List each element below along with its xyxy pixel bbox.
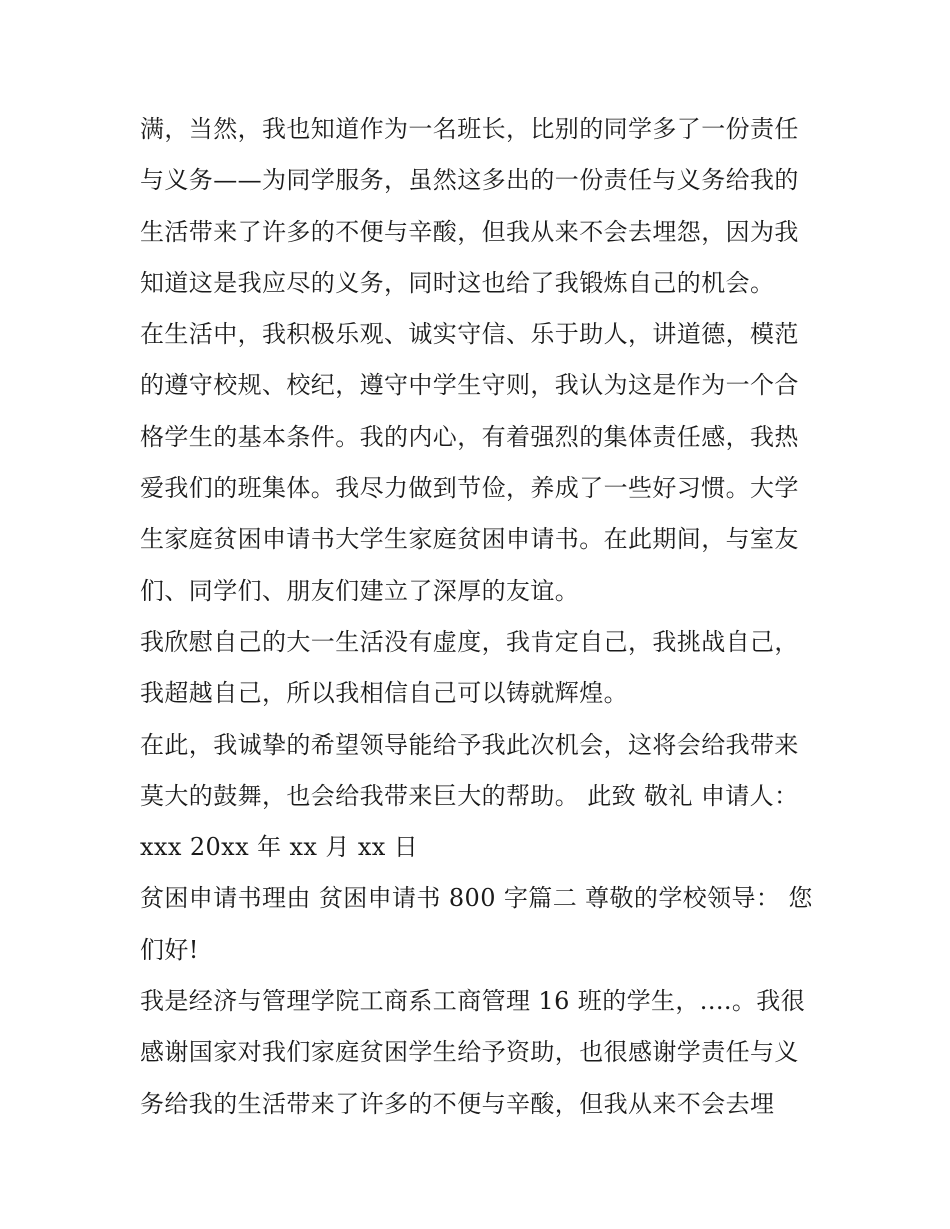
text-line: 与义务——为同学服务，虽然这多出的一份责任与义务给我的	[140, 166, 799, 195]
text-line: 的遵守校规、校纪，遵守中学生守则，我认为这是作为一个合	[140, 371, 799, 400]
text-line: 在此，我诚挚的希望领导能给予我此次机会，这将会给我带来	[140, 730, 799, 759]
text-line: 格学生的基本条件。我的内心，有着强烈的集体责任感，我热	[140, 422, 799, 451]
text-line: 满，当然，我也知道作为一名班长，比别的同学多了一份责任	[140, 115, 799, 143]
text-line: 们好!	[140, 935, 199, 964]
text-line: 我超越自己，所以我相信自己可以铸就辉煌。	[140, 679, 628, 708]
text-line: 爱我们的班集体。我尽力做到节俭，养成了一些好习惯。大学	[140, 474, 799, 503]
text-line: 我是经济与管理学院工商系工商管理 16 班的学生，....。我很	[140, 987, 806, 1016]
text-line: 知道这是我应尽的义务，同时这也给了我锻炼自己的机会。	[140, 268, 775, 297]
section-heading-line: 贫困申请书理由 贫困申请书 800 字篇二 尊敬的学校领导： 您	[140, 884, 813, 913]
date-line: xxx 20xx 年 xx 月 xx 日	[140, 833, 419, 862]
document-body	[140, 104, 815, 1130]
text-line: 们、同学们、朋友们建立了深厚的友谊。	[140, 576, 580, 605]
text-line: 生活带来了许多的不便与辛酸，但我从来不会去埋怨，因为我	[140, 217, 799, 246]
text-line: 我欣慰自己的大一生活没有虚度，我肯定自己，我挑战自己，	[140, 627, 799, 656]
text-line: 在生活中，我积极乐观、诚实守信、乐于助人，讲道德，模范	[140, 320, 799, 349]
text-line: 务给我的生活带来了许多的不便与辛酸，但我从来不会去埋	[140, 1089, 775, 1118]
text-line: 莫大的鼓舞，也会给我带来巨大的帮助。 此致 敬礼 申请人：	[140, 781, 799, 810]
text-line: 生家庭贫困申请书大学生家庭贫困申请书。在此期间，与室友	[140, 525, 799, 554]
text-line: 感谢国家对我们家庭贫困学生给予资助，也很感谢学责任与义	[140, 1038, 799, 1067]
